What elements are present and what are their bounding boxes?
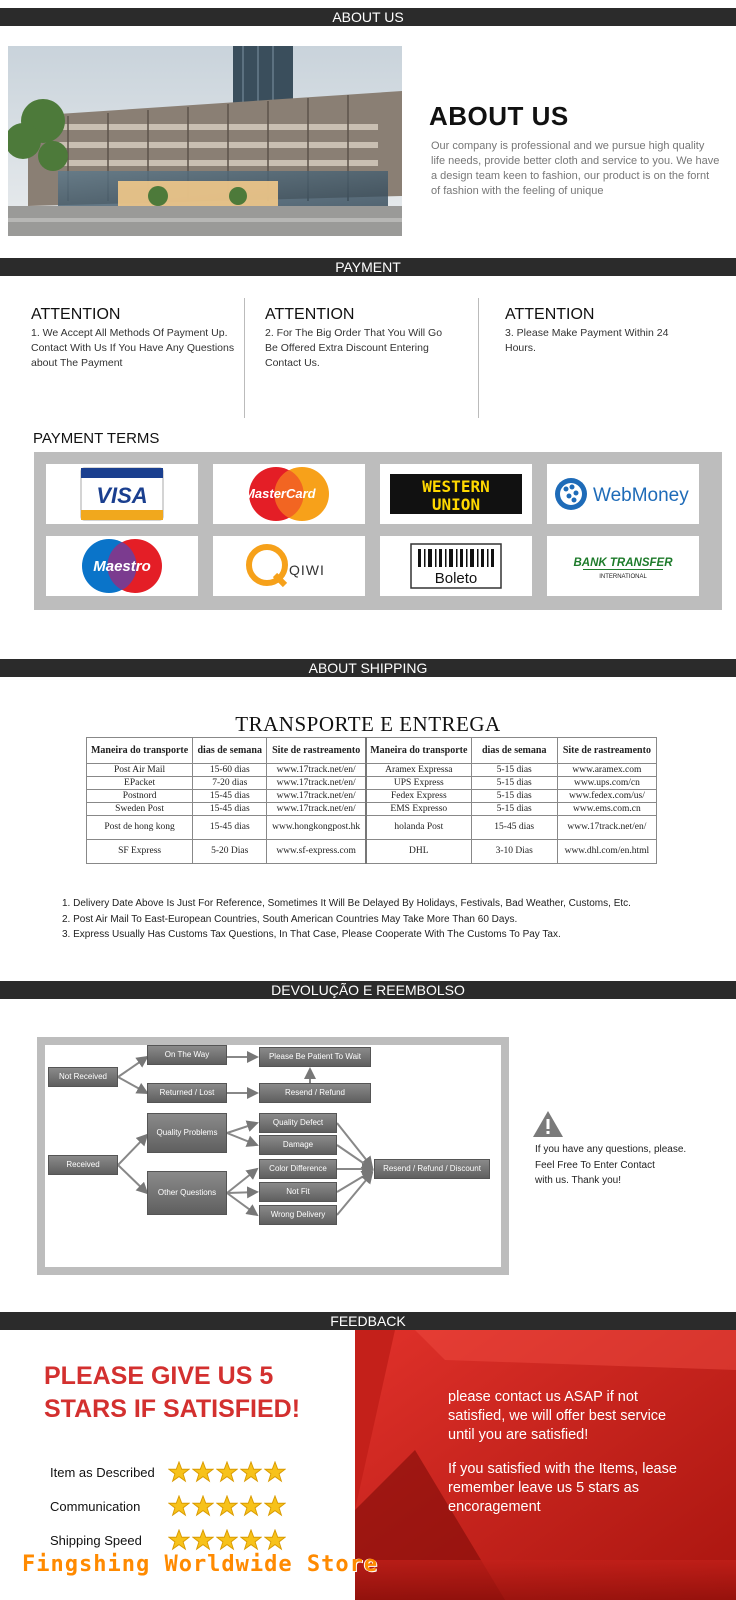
table-row: [87, 764, 657, 777]
feedback-title-line-2: STARS IF SATISFIED!: [44, 1395, 301, 1423]
table-cell: 5-15 dias: [471, 764, 557, 777]
payment-methods-grid: [34, 452, 722, 610]
star-icon: [264, 1529, 286, 1551]
company-building-image: [8, 46, 402, 236]
star-icon: [240, 1529, 262, 1551]
table-cell: holanda Post: [366, 816, 471, 840]
table-cell: www.fedex.com/us/: [557, 790, 656, 803]
table-cell: www.17track.net/en/: [557, 816, 656, 840]
table-cell: www.17track.net/en/: [267, 764, 366, 777]
western-union-logo: [380, 464, 532, 524]
mastercard-logo: [213, 464, 365, 524]
help-line: If you have any questions, please.: [535, 1144, 687, 1155]
visa-text: VISA: [96, 483, 148, 508]
star-icon: [216, 1495, 238, 1517]
attention-heading: ATTENTION: [265, 306, 355, 323]
table-cell: www.17track.net/en/: [267, 790, 366, 803]
table-cell: Post de hong kong: [87, 816, 193, 840]
table-cell: www.ups.com/cn: [557, 777, 656, 790]
shipping-table-title: TRANSPORTE E ENTREGA: [235, 712, 501, 736]
flow-received: Received: [48, 1155, 118, 1175]
shipping-note: 3. Express Usually Has Customs Tax Questions, In That Case, Please Cooperate With The Customs To Pay Tax.: [62, 929, 561, 940]
flow-on-the-way: On The Way: [147, 1045, 227, 1065]
table-cell: Aramex Expressa: [366, 764, 471, 777]
star-rating: [168, 1461, 286, 1483]
feedback-line: satisfied, we will offer best service: [448, 1408, 667, 1424]
star-icon: [240, 1461, 262, 1483]
flow-resend-refund: Resend / Refund: [259, 1083, 371, 1103]
maestro-logo: [46, 536, 198, 596]
help-line: with us. Thank you!: [535, 1175, 621, 1186]
rating-label: Shipping Speed: [50, 1532, 142, 1548]
section-header-shipping: ABOUT SHIPPING: [0, 659, 736, 677]
table-cell: 15-45 dias: [471, 816, 557, 840]
help-line: Feel Free To Enter Contact: [535, 1159, 655, 1171]
qiwi-text: QIWI: [289, 562, 325, 578]
table-row: [87, 803, 657, 816]
flow-resend-refund-discount: Resend / Refund / Discount: [374, 1159, 490, 1179]
feedback-line: please contact us ASAP if not: [448, 1389, 638, 1405]
warning-icon: [532, 1110, 564, 1143]
table-cell: EPacket: [87, 777, 193, 790]
star-icon: [216, 1529, 238, 1551]
attention-block-1: [31, 306, 236, 371]
column-header: dias de semana: [193, 738, 267, 764]
column-header: Maneira do transporte: [87, 738, 193, 764]
table-cell: 15-45 dias: [193, 816, 267, 840]
table-cell: 5-15 dias: [471, 777, 557, 790]
table-cell: SF Express: [87, 840, 193, 864]
qiwi-logo: [213, 536, 365, 596]
table-cell: www.sf-express.com: [267, 840, 366, 864]
table-cell: Postnord: [87, 790, 193, 803]
about-title: ABOUT US: [429, 101, 569, 131]
attention-text: 3. Please Make Payment Within 24 Hours.: [505, 327, 669, 354]
star-icon: [192, 1529, 214, 1551]
attention-block-3: [505, 306, 675, 356]
feedback-message-1: [448, 1388, 666, 1445]
table-cell: Sweden Post: [87, 803, 193, 816]
help-message: [535, 1142, 686, 1189]
feedback-title: [44, 1360, 300, 1426]
flow-returned-lost: Returned / Lost: [147, 1083, 227, 1103]
column-header: Maneira do transporte: [366, 738, 471, 764]
feedback-line: until you are satisfied!: [448, 1427, 589, 1443]
table-cell: 5-15 dias: [471, 803, 557, 816]
star-icon: [168, 1529, 190, 1551]
wu-text-2: UNION: [431, 495, 481, 514]
divider: [478, 298, 479, 418]
table-row: [87, 816, 657, 840]
star-icon: [192, 1461, 214, 1483]
table-cell: EMS Expresso: [366, 803, 471, 816]
shipping-notes: [62, 896, 631, 943]
refund-flowchart: [37, 1037, 509, 1275]
table-cell: 15-45 dias: [193, 790, 267, 803]
wu-text-1: WESTERN: [422, 477, 490, 496]
attention-block-2: [265, 306, 455, 371]
star-icon: [216, 1461, 238, 1483]
store-name: Fingshing Worldwide Store: [22, 1552, 379, 1577]
boleto-logo: [380, 536, 532, 596]
attention-text: 1. We Accept All Methods Of Payment Up. Contact With Us If You Have Any Questions about The Payment: [31, 327, 235, 369]
table-cell: www.aramex.com: [557, 764, 656, 777]
section-header-returns: DEVOLUÇÃO E REEMBOLSO: [0, 981, 736, 999]
column-header: Site de rastreamento: [557, 738, 656, 764]
star-icon: [168, 1461, 190, 1483]
table-cell: www.hongkongpost.hk: [267, 816, 366, 840]
payment-terms-title: PAYMENT TERMS: [33, 430, 160, 447]
flow-be-patient: Please Be Patient To Wait: [259, 1047, 371, 1067]
table-cell: 15-45 dias: [193, 803, 267, 816]
bank-text-2: INTERNATIONAL: [599, 574, 647, 580]
star-icon: [168, 1495, 190, 1517]
table-cell: Post Air Mail: [87, 764, 193, 777]
table-cell: www.dhl.com/en.html: [557, 840, 656, 864]
rating-row: [50, 1455, 310, 1489]
flow-not-fit: Not Fit: [259, 1182, 337, 1202]
rating-label: Item as Described: [50, 1464, 155, 1480]
mastercard-text-b: Card: [286, 486, 316, 501]
rating-list: [50, 1455, 310, 1557]
column-header: Site de rastreamento: [267, 738, 366, 764]
table-row: [87, 790, 657, 803]
flow-quality-defect: Quality Defect: [259, 1113, 337, 1133]
table-cell: 15-60 dias: [193, 764, 267, 777]
table-cell: 5-15 dias: [471, 790, 557, 803]
visa-logo: [46, 464, 198, 524]
flow-other-questions: Other Questions: [147, 1171, 227, 1215]
bank-transfer-logo: [547, 536, 699, 596]
feedback-line: remember leave us 5 stars as: [448, 1480, 639, 1496]
star-icon: [264, 1495, 286, 1517]
boleto-text: Boleto: [434, 570, 478, 587]
shipping-table: [86, 737, 657, 864]
table-cell: 7-20 dias: [193, 777, 267, 790]
feedback-title-line-1: PLEASE GIVE US 5: [44, 1362, 274, 1390]
feedback-line: encoragement: [448, 1499, 541, 1515]
star-rating: [168, 1529, 286, 1551]
flow-damage: Damage: [259, 1135, 337, 1155]
table-cell: www.ems.com.cn: [557, 803, 656, 816]
shipping-note: 1. Delivery Date Above Is Just For Reference, Sometimes It Will Be Delayed By Holidays, Festivals, Bad Weather, Customs, Etc.: [62, 898, 631, 909]
flow-color-difference: Color Difference: [259, 1159, 337, 1179]
about-description: Our company is professional and we pursue high quality life needs, provide better cloth and service to you. We have a design team keen to fashion, our product is on the fornt of fashion with the feeling of unique: [431, 140, 720, 197]
attention-heading: ATTENTION: [31, 306, 121, 323]
table-header-row: [87, 738, 657, 764]
flow-not-received: Not Received: [48, 1067, 118, 1087]
section-header-payment: PAYMENT: [0, 258, 736, 276]
feedback-message-2: [448, 1460, 677, 1517]
table-cell: DHL: [366, 840, 471, 864]
webmoney-text: WebMoney: [593, 485, 689, 506]
star-icon: [240, 1495, 262, 1517]
attention-text: 2. For The Big Order That You Will Go Be Offered Extra Discount Entering Contact Us.: [265, 327, 443, 369]
rating-label: Communication: [50, 1498, 141, 1514]
flow-quality-problems: Quality Problems: [147, 1113, 227, 1153]
rating-row: [50, 1489, 310, 1523]
mastercard-text-a: Master: [244, 486, 286, 501]
table-cell: UPS Express: [366, 777, 471, 790]
feedback-line: If you satisfied with the Items, lease: [448, 1461, 677, 1477]
star-rating: [168, 1495, 286, 1517]
column-header: dias de semana: [471, 738, 557, 764]
section-header-about: ABOUT US: [0, 8, 736, 26]
webmoney-logo: [547, 464, 699, 524]
section-header-feedback: FEEDBACK: [0, 1312, 736, 1330]
table-cell: www.17track.net/en/: [267, 777, 366, 790]
attention-heading: ATTENTION: [505, 306, 595, 323]
table-row: [87, 840, 657, 864]
table-cell: Fedex Express: [366, 790, 471, 803]
table-cell: 5-20 Dias: [193, 840, 267, 864]
maestro-text: Maestro: [93, 558, 151, 575]
table-row: [87, 777, 657, 790]
star-icon: [264, 1461, 286, 1483]
divider: [244, 298, 245, 418]
table-cell: www.17track.net/en/: [267, 803, 366, 816]
bank-text-1: BANK TRANSFER: [573, 557, 673, 569]
shipping-note: 2. Post Air Mail To East-European Countries, South American Countries May Take More Than 60 Days.: [62, 913, 518, 925]
star-icon: [192, 1495, 214, 1517]
table-cell: 3-10 Dias: [471, 840, 557, 864]
flow-wrong-delivery: Wrong Delivery: [259, 1205, 337, 1225]
